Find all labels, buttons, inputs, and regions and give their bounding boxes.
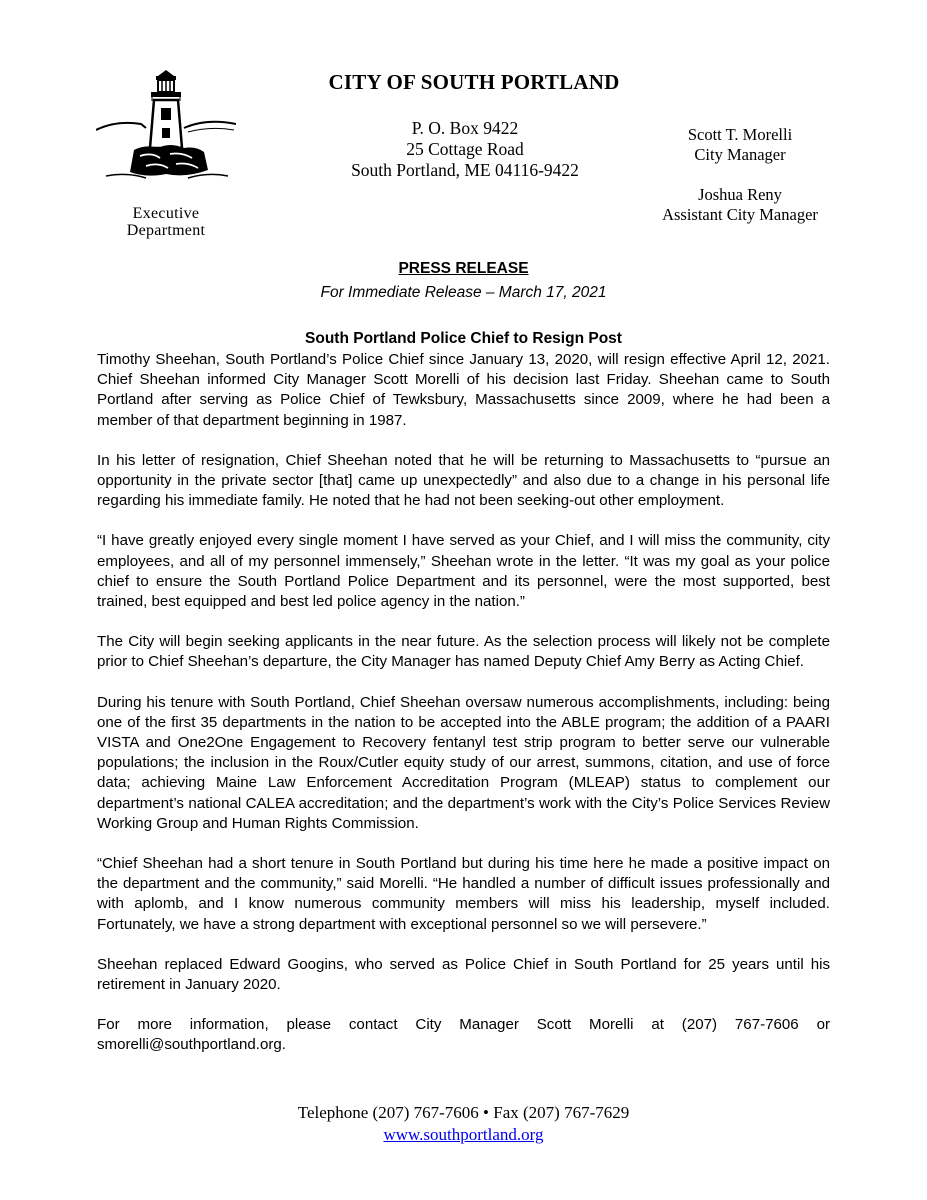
website-link[interactable]: www.southportland.org: [383, 1125, 544, 1144]
release-body: [97, 350, 830, 1076]
mailing-address: [330, 118, 600, 181]
body-paragraph: “I have greatly enjoyed every single moment I have served as your Chief, and I will miss the community, city employees, and all of my personnel immensely,” Sheehan wrote in the letter. “It was my goal as your police chief to ensure the South Portland Police Department and its personnel, were the most supported, best trained, best equipped and best led police agency in the nation.”: [97, 532, 830, 611]
city-manager-name: Scott T. Morelli: [687, 125, 793, 144]
body-paragraph: For more information, please contact City Manager Scott Morelli at (207) 767-7606 or smorelli@southportland.org.: [97, 1016, 830, 1054]
body-paragraph: Timothy Sheehan, South Portland’s Police Chief since January 13, 2020, will resign effective April 12, 2021. Chief Sheehan informed City Manager Scott Morelli of his decision last Friday. Sheehan came to South Portland after serving as Police Chief of Tewksbury, Massachusetts since 2009, where he had been a member of that department beginning in 1987.: [97, 351, 830, 429]
assistant-manager-name: Joshua Reny: [698, 185, 782, 204]
address-line: 25 Cottage Road: [406, 139, 524, 159]
body-paragraph: The City will begin seeking applicants in the near future. As the selection process will likely not be complete prior to Chief Sheehan’s departure, the City Manager has named Deputy Chief Amy Berry as Acting Chief.: [97, 633, 830, 671]
department-label-line1: Executive: [132, 205, 200, 222]
body-paragraph: In his letter of resignation, Chief Sheehan noted that he will be returning to Massachusetts to “pursue an opportunity in the private sector [that] came up unexpectedly” and also due to a change in his personal life regarding his immediate family. He noted that he had not been seeking-out other employment.: [97, 451, 830, 510]
assistant-manager-title: Assistant City Manager: [662, 205, 818, 224]
body-paragraph: Sheehan replaced Edward Googins, who served as Police Chief in South Portland for 25 years until his retirement in January 2020.: [97, 955, 830, 994]
city-logo-lighthouse: [96, 68, 236, 183]
address-line: South Portland, ME 04116-9422: [351, 160, 579, 180]
city-title: CITY OF SOUTH PORTLAND: [328, 70, 620, 94]
headline: South Portland Police Chief to Resign Post: [305, 330, 622, 347]
lighthouse-icon: [96, 68, 236, 183]
body-paragraph: During his tenure with South Portland, Chief Sheehan oversaw numerous accomplishments, including: being one of the first 35 departments in the nation to be accepted into the ABLE program; the addition of a PAARI VISTA and One2One Engagement to Recovery fentanyl test strip program to better serve our vulnerable populations; the inclusion in the Roux/Cutler equity study of our arrest, summons, citation, and use of force data; achieving Maine Law Enforcement Accreditation Program (MLEAP) status to complement our department’s national CALEA accreditation; and the department’s work with the City’s Police Services Review Working Group and Human Rights Commission.: [97, 693, 830, 832]
body-paragraph: “Chief Sheehan had a short tenure in South Portland but during his time here he made a positive impact on the department and the community,” said Morelli. “He handled a number of difficult issues professionally and with aplomb, and I know numerous community members will miss his leadership, myself included. Fortunately, we have a strong department with exceptional personnel so we will persevere.”: [97, 855, 830, 933]
footer-telephone: Telephone (207) 767-7606 • Fax (207) 767-7629: [297, 1103, 630, 1122]
address-line: P. O. Box 9422: [411, 118, 519, 138]
department-label: [96, 205, 236, 239]
city-manager-title: City Manager: [694, 145, 786, 164]
department-label-line2: Department: [126, 222, 206, 239]
press-release-label: PRESS RELEASE: [398, 260, 529, 277]
release-date: For Immediate Release – March 17, 2021: [320, 284, 607, 301]
officials-block: [640, 125, 840, 225]
